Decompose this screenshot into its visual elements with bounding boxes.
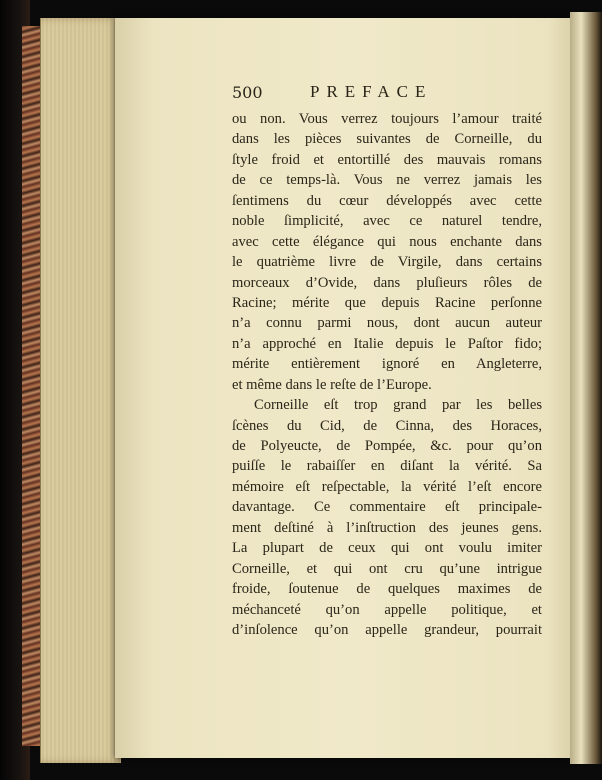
text-line: Racine; mérite que depuis Racine perſonne bbox=[232, 294, 542, 311]
text-line: le quatrième livre de Virgile, dans certains bbox=[232, 254, 542, 271]
text-line: ment deſtiné à l’inſtruction des jeunes gens. bbox=[232, 519, 542, 536]
text-line: dans les pièces suivantes de Corneille, du bbox=[232, 131, 542, 148]
text-line: et même dans le reſte de l’Europe. bbox=[232, 376, 432, 393]
text-line: ſentimens du cœur développés avec cette bbox=[232, 192, 542, 209]
text-line: morceaux d’Ovide, dans pluſieurs rôles de bbox=[232, 274, 542, 291]
text-line: ſtyle froid et entortillé des mauvais romans bbox=[232, 151, 542, 168]
page-header bbox=[232, 83, 552, 107]
text-line: de ce temps-là. Vous ne verrez jamais les bbox=[232, 172, 542, 189]
text-line: de Polyeucte, de Pompée, &c. pour qu’on bbox=[232, 438, 542, 454]
text-line: mémoire eſt reſpectable, la vérité l’eſt encore bbox=[232, 478, 542, 495]
text-line: n’a approché en Italie depuis le Paſtor fido; bbox=[232, 335, 542, 352]
text-line: puiſſe le rabaiſſer en diſant la vérité. Sa bbox=[232, 458, 542, 475]
text-line: n’a connu parmi nous, dont aucun auteur bbox=[232, 315, 542, 332]
marbled-endpaper bbox=[22, 26, 41, 746]
text-line: froide, ſoutenue de quelques maximes de bbox=[232, 581, 542, 598]
text-line: La plupart de ceux qui ont voulu imiter bbox=[232, 540, 542, 557]
text-line: mérite entièrement ignoré en Angleterre, bbox=[232, 356, 542, 373]
page-number: 500 bbox=[232, 83, 263, 102]
text-line: ſcènes du Cid, de Cinna, des Horaces, bbox=[232, 417, 542, 434]
running-title: PREFACE bbox=[310, 82, 433, 101]
text-line: Corneille, et qui ont cru qu’une intrigue bbox=[232, 560, 542, 577]
text-line: Corneille eſt trop grand par les belles bbox=[254, 397, 542, 414]
text-line: davantage. Ce commentaire eſt principale- bbox=[232, 499, 542, 516]
body-text bbox=[232, 109, 542, 640]
text-line: d’inſolence qu’on appelle grandeur, pourrait bbox=[232, 621, 542, 638]
text-line: ou non. Vous verrez toujours l’amour traité bbox=[232, 111, 542, 127]
page-block-edges bbox=[40, 18, 121, 763]
text-line: méchanceté qu’on appelle politique, et bbox=[232, 601, 542, 618]
text-line: avec cette élégance qui nous enchante dans bbox=[232, 233, 542, 250]
text-line: noble ſimplicité, avec ce naturel tendre, bbox=[232, 213, 542, 230]
facing-page-edge bbox=[570, 12, 602, 764]
